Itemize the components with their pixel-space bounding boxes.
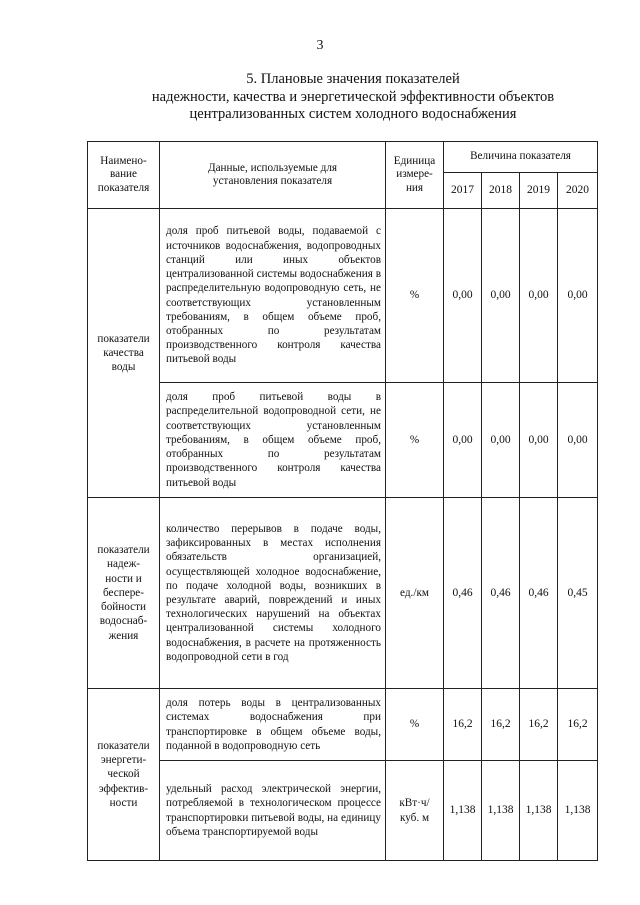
value-2018: 0,46 xyxy=(482,498,520,689)
unit-cell: % xyxy=(386,383,444,498)
unit-text: кВт·ч/ куб. м xyxy=(399,797,430,824)
header-year-2018: 2018 xyxy=(482,173,520,209)
title-line-3: централизованных систем холодного водоснабжения xyxy=(189,106,517,122)
document-title xyxy=(60,71,640,124)
value-2019: 16,2 xyxy=(520,689,558,761)
table-row xyxy=(88,761,598,861)
value-2020: 16,2 xyxy=(558,689,598,761)
header-name xyxy=(88,142,160,209)
category-quality xyxy=(88,209,160,498)
value-2019: 1,138 xyxy=(520,761,558,861)
table-row xyxy=(88,209,598,383)
value-2020: 0,00 xyxy=(558,383,598,498)
value-2020: 0,00 xyxy=(558,209,598,383)
value-2019: 0,00 xyxy=(520,209,558,383)
header-year-2019: 2019 xyxy=(520,173,558,209)
value-2017: 1,138 xyxy=(444,761,482,861)
header-name-text: Наимено- вание показателя xyxy=(97,154,150,194)
value-2017: 16,2 xyxy=(444,689,482,761)
value-2017: 0,00 xyxy=(444,383,482,498)
header-year-2017: 2017 xyxy=(444,173,482,209)
category-energy xyxy=(88,689,160,861)
description-cell: удельный расход электрической энергии, потребляемой в технологическом процессе транспортировки питьевой воды, на единицу объема транспортируемой воды xyxy=(160,761,386,861)
unit-cell: ед./км xyxy=(386,498,444,689)
value-2019: 0,00 xyxy=(520,383,558,498)
value-2020: 0,45 xyxy=(558,498,598,689)
category-label: показатели энергети- ческой эффектив- ности xyxy=(97,739,150,809)
title-line-1: 5. Плановые значения показателей xyxy=(246,71,460,87)
description-cell: доля проб питьевой воды в распределительной водопроводной сети, не соответствующих установленным требованиям, в общем объеме проб, отобранных по результатам производственного контроля качества питьевой воды xyxy=(160,383,386,498)
indicators-table xyxy=(87,141,598,861)
table-row xyxy=(88,689,598,761)
category-label: показатели качества воды xyxy=(97,332,150,374)
table-row xyxy=(88,498,598,689)
header-unit xyxy=(386,142,444,209)
category-reliability xyxy=(88,498,160,689)
description-cell: количество перерывов в подаче воды, зафиксированных в местах исполнения обязательств организацией, осуществляющей холодное водоснабжение, по подаче холодной воды, возникших в результате аварий, повреждений и иных технологических нарушений на объектах централизованной системы холодного водоснабжения, в расчете на протяженность водопроводной сети в год xyxy=(160,498,386,689)
value-2017: 0,00 xyxy=(444,209,482,383)
value-2019: 0,46 xyxy=(520,498,558,689)
value-2020: 1,138 xyxy=(558,761,598,861)
description-cell: доля проб питьевой воды, подаваемой с источников водоснабжения, водопроводных станций или иных объектов централизованной системы водоснабжения в распределительную водопроводную сеть, не соответствующих установленным требованиям, в общем объеме проб, отобранных по результатам производственного контроля качества питьевой воды xyxy=(160,209,386,383)
title-line-2: надежности, качества и энергетической эффективности объектов xyxy=(151,88,555,105)
header-unit-text: Единица измере- ния xyxy=(393,154,436,194)
value-2018: 0,00 xyxy=(482,383,520,498)
value-2018: 1,138 xyxy=(482,761,520,861)
description-cell: доля потерь воды в централизованных системах водоснабжения при транспортировке в общем объеме воды, поданной в водопроводную сеть xyxy=(160,689,386,761)
value-2018: 16,2 xyxy=(482,689,520,761)
category-label: показатели надеж- ности и беспере- бойности водоснаб- жения xyxy=(97,544,150,642)
header-data-text: Данные, используемые для установления показателя xyxy=(207,161,338,187)
unit-cell xyxy=(386,761,444,861)
header-data xyxy=(160,142,386,209)
header-year-2020: 2020 xyxy=(558,173,598,209)
value-2017: 0,46 xyxy=(444,498,482,689)
unit-cell: % xyxy=(386,209,444,383)
value-2018: 0,00 xyxy=(482,209,520,383)
table-row xyxy=(88,383,598,498)
header-value: Величина показателя xyxy=(444,142,598,173)
page-number: 3 xyxy=(316,38,324,53)
unit-cell: % xyxy=(386,689,444,761)
